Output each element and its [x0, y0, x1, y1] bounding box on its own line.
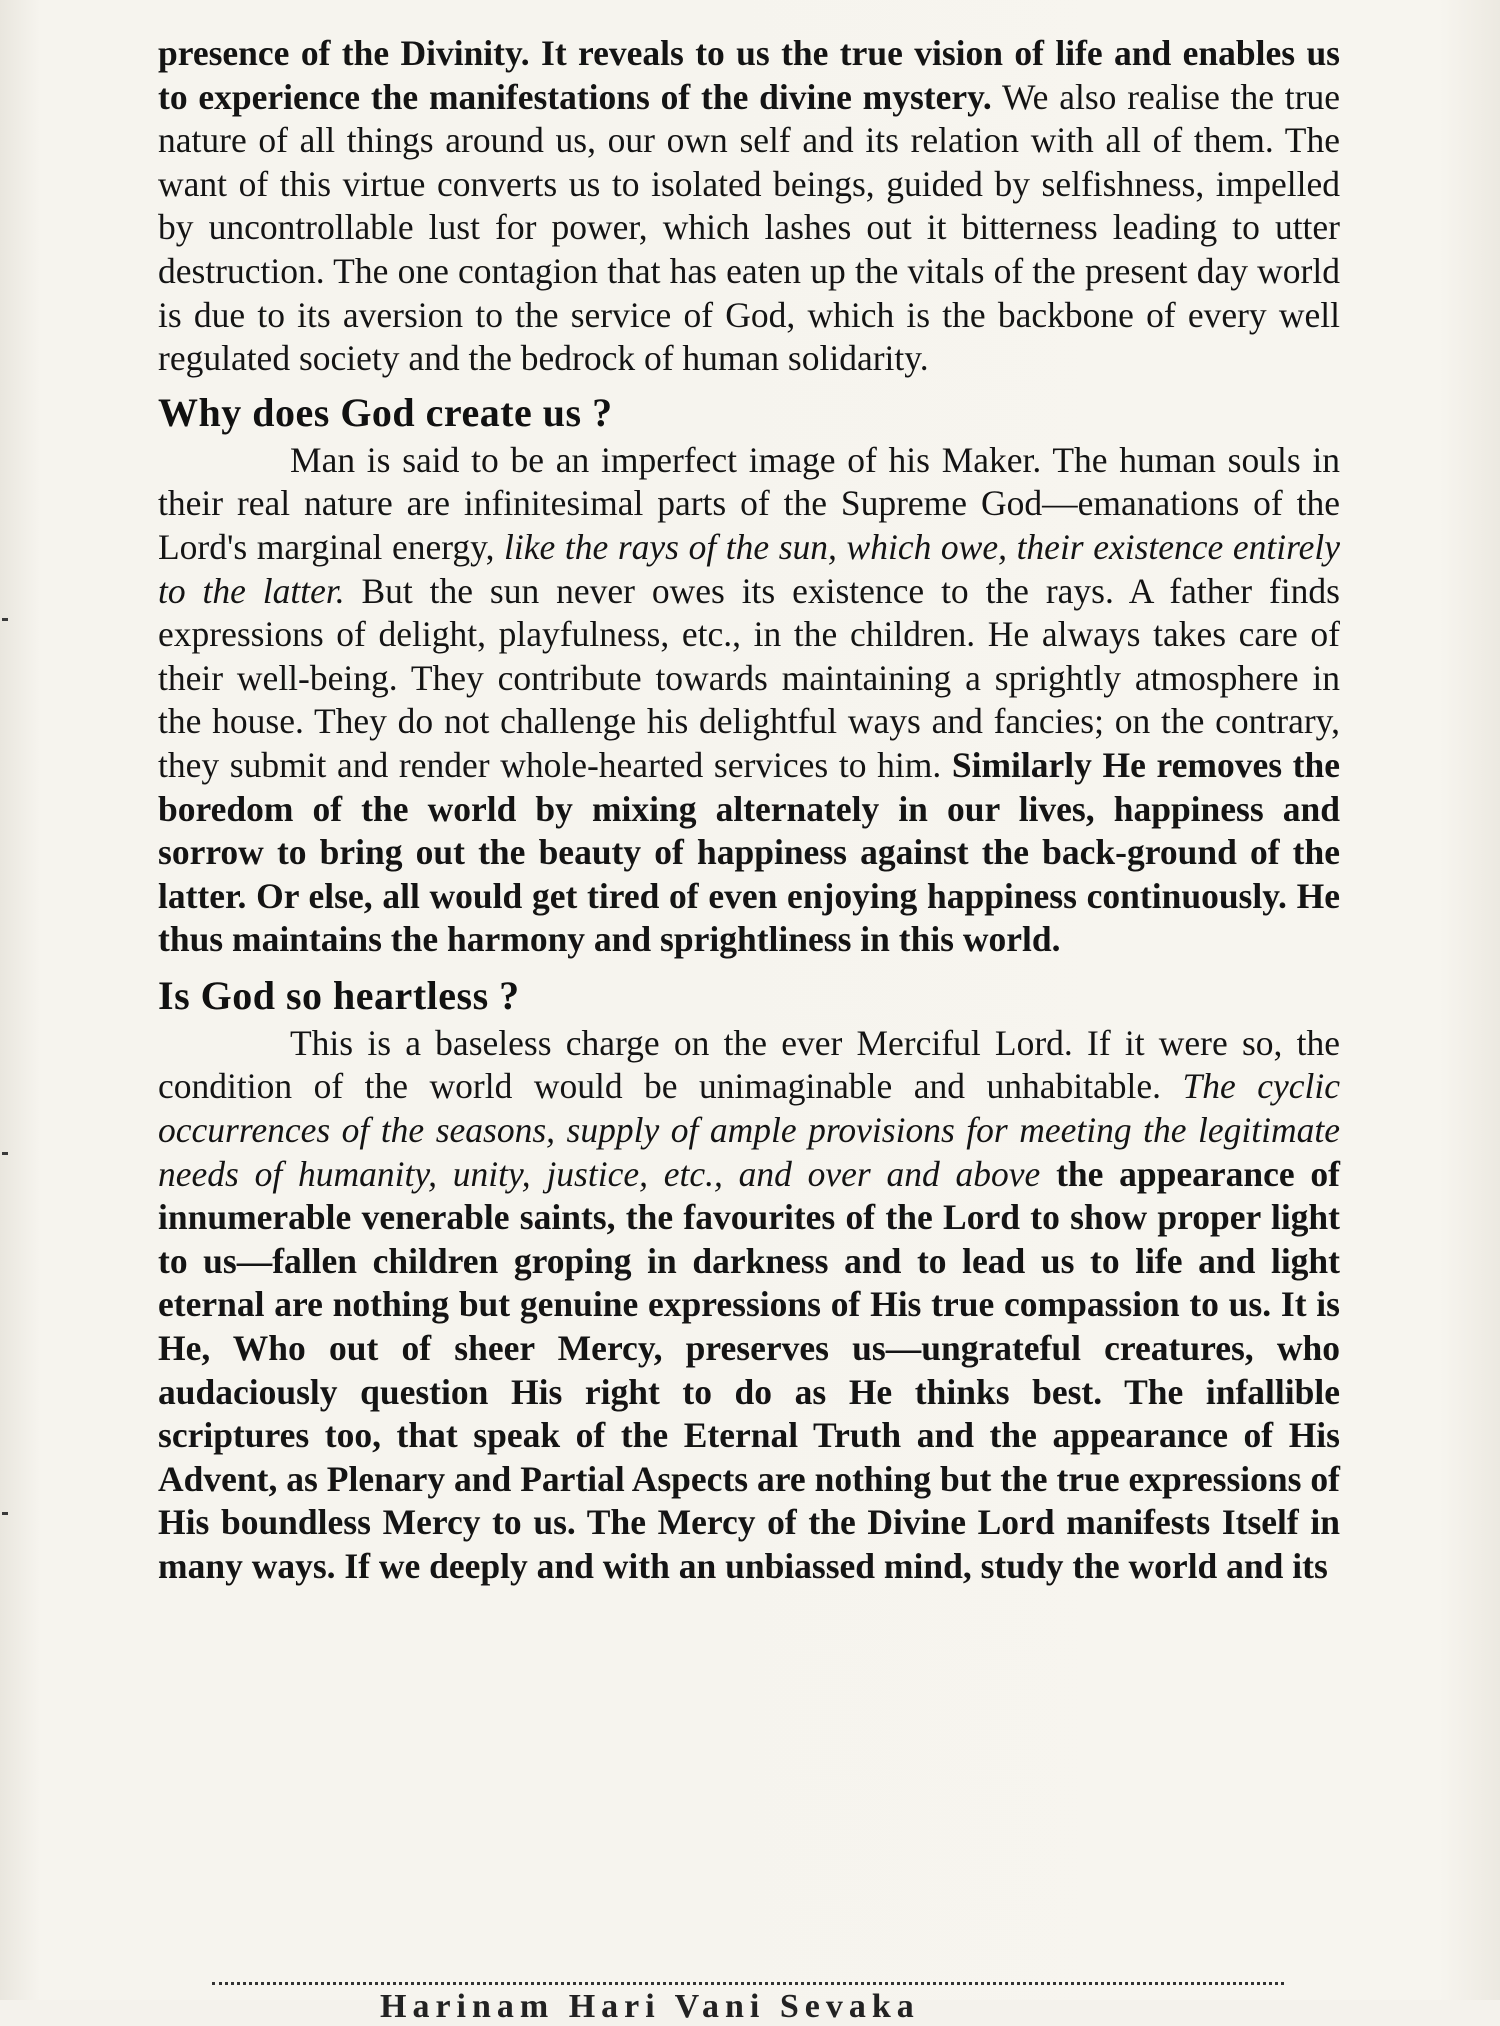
section-2-paragraph [158, 1022, 1340, 1589]
page-text [158, 32, 1340, 1589]
section-2-bold: the appearance of innumerable venerable saints, the favourites of the Lord to show proper light to us—fallen children groping in darkness and to lead us to life and light eternal are nothing but genuine expressions of His true compassion to us. It is He, Who out of sheer Mercy, preserves us—ungrateful creatures, who audaciously question His right to do as He thinks best. The infallible scriptures too, that speak of the Eternal Truth and the appearance of His Advent, as Plenary and Partial Aspects are nothing but the true expressions of His boundless Mercy to us. The Mercy of the Divine Lord manifests Itself in many ways. If we deeply and with an unbiassed mind, study the world and its [158, 1153, 1340, 1586]
section-1-text: Man is said to be an imperfect image of his Maker. The human souls in their real nature are infinitesimal parts of the Supreme God—emanations of the Lord's marginal energy, [158, 439, 1340, 567]
edge-mark [2, 618, 8, 621]
paragraph-1-normal: We also realise the true nature of all things around us, our own self and its relation with all of them. The want of this virtue converts us to isolated beings, guided by selfishness, impelled by uncontrollable lust for power, which lashes out it bitterness leading to utter destruction. The one contagion that has eaten up the vitals of the present day world is due to its aversion to the service of God, which is the backbone of every well regulated society and the bedrock of human solidarity. [158, 76, 1340, 379]
paragraph-1 [158, 32, 1340, 381]
edge-mark [2, 1512, 8, 1515]
section-heading-heartless: Is God so heartless ? [158, 972, 520, 1018]
edge-mark [2, 1152, 8, 1155]
footer-cut-off-text: Harinam Hari Vani Sevaka [380, 1988, 920, 2025]
section-heading-why-create: Why does God create us ? [158, 389, 613, 435]
section-2-text: This is a baseless charge on the ever Merciful Lord. If it were so, the condition of the world would be unimaginable and unhabitable. [158, 1022, 1340, 1107]
section-1-italic: like the rays of the sun, which owe, their existence entirely to the latter. [158, 526, 1340, 611]
section-1-paragraph [158, 439, 1340, 962]
section-1-bold: Similarly He removes the boredom of the world by mixing alternately in our lives, happiness and sorrow to bring out the beauty of happiness against the back-ground of the latter. Or else, all would get tired of even enjoying happiness continuously. He thus maintains the harmony and sprightliness in this world. [158, 744, 1340, 960]
paragraph-1-bold: presence of the Divinity. It reveals to us the true vision of life and enables us to experience the manifestations of the divine mystery. [158, 33, 1340, 117]
section-1-text-2: But the sun never owes its existence to the rays. A father finds expressions of delight, playfulness, etc., in the children. He always takes care of their well-being. They contribute towards maintaining a sprightly atmosphere in the house. They do not challenge his delightful ways and fancies; on the contrary, they submit and render whole-hearted services to him. [158, 570, 1340, 785]
footer-dotted-rule [212, 1982, 1284, 1985]
section-2-italic: The cyclic occurrences of the seasons, supply of ample provisions for meeting the legitimate needs of humanity, unity, justice, etc., and over and above [158, 1066, 1340, 1194]
